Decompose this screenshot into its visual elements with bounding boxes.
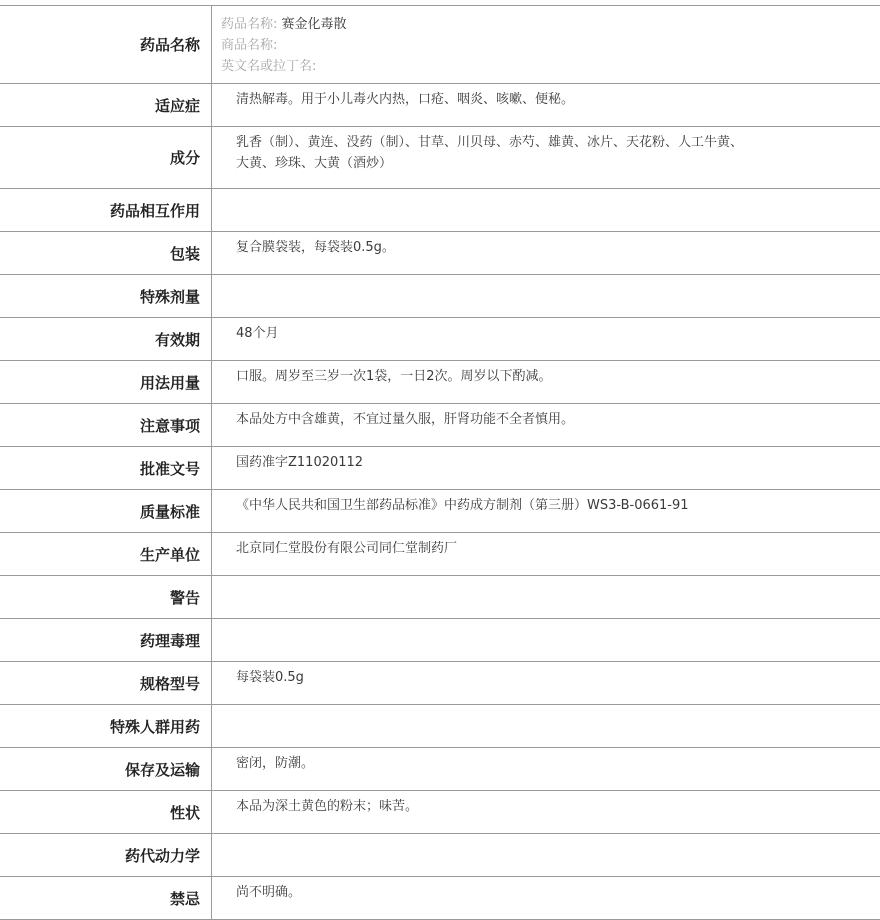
spec-row [0, 275, 880, 318]
row-value-line: 48个月 [236, 323, 856, 344]
row-label: 药理毒理 [0, 619, 212, 662]
row-value [212, 619, 880, 662]
spec-row [0, 318, 880, 361]
spec-row [0, 791, 880, 834]
spec-row [0, 232, 880, 275]
latin-name-label: 英文名或拉丁名: [221, 59, 316, 74]
row-label: 成分 [0, 127, 212, 189]
row-value-line: 《中华人民共和国卫生部药品标准》中药成方制剂（第三册）WS3-B-0661-91 [236, 495, 856, 516]
row-label: 特殊人群用药 [0, 705, 212, 748]
row-value [212, 318, 880, 361]
row-value [212, 877, 880, 920]
row-value-line: 本品为深土黄色的粉末；味苦。 [236, 796, 856, 817]
drug-spec-sheet [0, 5, 880, 920]
row-value [212, 705, 880, 748]
row-label: 药品相互作用 [0, 189, 212, 232]
row-value-line: 清热解毒。用于小儿毒火内热，口疮、咽炎、咳嗽、便秘。 [236, 89, 856, 110]
row-label: 规格型号 [0, 662, 212, 705]
row-label: 药代动力学 [0, 834, 212, 877]
row-value [212, 533, 880, 576]
spec-row [0, 619, 880, 662]
row-value [212, 447, 880, 490]
spec-row [0, 447, 880, 490]
row-value-line: 大黄、珍珠、大黄（酒炒） [236, 153, 856, 174]
row-value [212, 662, 880, 705]
drug-name-row [0, 6, 880, 84]
spec-row [0, 361, 880, 404]
row-value-line: 尚不明确。 [236, 882, 856, 903]
row-value [212, 404, 880, 447]
spec-row [0, 705, 880, 748]
spec-row [0, 533, 880, 576]
trade-name-line [221, 35, 871, 56]
row-value [212, 232, 880, 275]
spec-row [0, 490, 880, 533]
generic-name-label: 药品名称: [221, 17, 277, 32]
row-label: 药品名称 [0, 6, 212, 84]
spec-row [0, 834, 880, 877]
latin-name-line [221, 56, 871, 77]
row-label: 批准文号 [0, 447, 212, 490]
row-value-line: 复合膜袋装，每袋装0.5g。 [236, 237, 856, 258]
row-label: 适应症 [0, 84, 212, 127]
spec-row [0, 662, 880, 705]
row-value-line: 北京同仁堂股份有限公司同仁堂制药厂 [236, 538, 856, 559]
row-value-line: 密闭，防潮。 [236, 753, 856, 774]
row-label: 注意事项 [0, 404, 212, 447]
row-value-line: 口服。周岁至三岁一次1袋，一日2次。周岁以下酌减。 [236, 366, 856, 387]
row-label: 用法用量 [0, 361, 212, 404]
row-label: 质量标准 [0, 490, 212, 533]
drug-name-details [212, 6, 880, 84]
spec-row [0, 127, 880, 189]
generic-name-value: 赛金化毒散 [282, 17, 347, 32]
spec-row [0, 877, 880, 920]
spec-row [0, 189, 880, 232]
row-value [212, 791, 880, 834]
row-value-line: 国药准字Z11020112 [236, 452, 856, 473]
spec-row [0, 84, 880, 127]
drug-spec-table [0, 5, 880, 920]
row-value [212, 576, 880, 619]
spec-row [0, 576, 880, 619]
row-value [212, 275, 880, 318]
spec-row [0, 748, 880, 791]
row-label: 警告 [0, 576, 212, 619]
row-label: 保存及运输 [0, 748, 212, 791]
row-value [212, 189, 880, 232]
row-value [212, 834, 880, 877]
row-value [212, 84, 880, 127]
row-value [212, 127, 880, 189]
row-label: 性状 [0, 791, 212, 834]
row-value-line: 本品处方中含雄黄，不宜过量久服，肝肾功能不全者慎用。 [236, 409, 856, 430]
spec-row [0, 404, 880, 447]
row-value-line: 乳香（制）、黄连、没药（制）、甘草、川贝母、赤芍、雄黄、冰片、天花粉、人工牛黄、 [236, 132, 856, 153]
row-label: 生产单位 [0, 533, 212, 576]
trade-name-label: 商品名称: [221, 38, 277, 53]
row-value [212, 361, 880, 404]
row-value-line: 每袋装0.5g [236, 667, 856, 688]
generic-name-line [221, 14, 871, 35]
row-value [212, 748, 880, 791]
row-label: 有效期 [0, 318, 212, 361]
row-label: 包装 [0, 232, 212, 275]
row-label: 特殊剂量 [0, 275, 212, 318]
row-label: 禁忌 [0, 877, 212, 920]
row-value [212, 490, 880, 533]
